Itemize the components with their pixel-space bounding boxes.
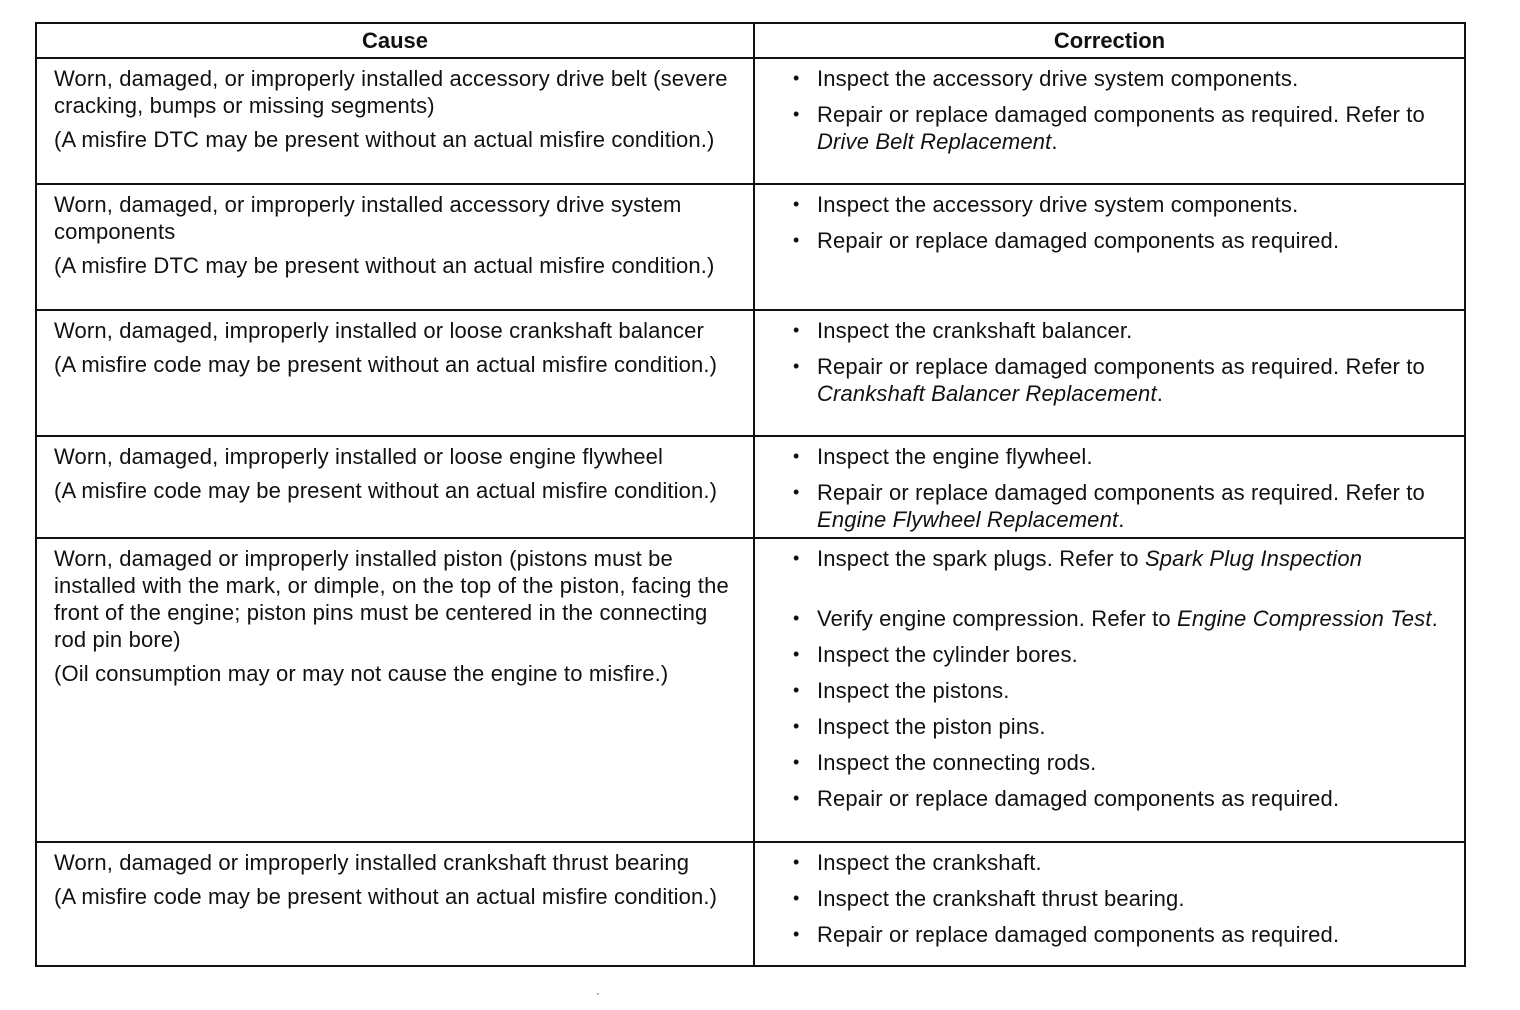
correction-cell xyxy=(754,436,1465,538)
cause-text: Worn, damaged or improperly installed piston (pistons must be installed with the mark, or dimple, on the top of the piston, facing the front of the engine; piston pins must be centered in the connecting rod pin bore) xyxy=(54,546,729,652)
correction-item xyxy=(793,785,1456,812)
cause-text: Worn, damaged, or improperly installed accessory drive system components xyxy=(54,192,682,244)
cause-note: (A misfire code may be present without an actual misfire condition.) xyxy=(54,478,718,503)
table-row xyxy=(36,184,1465,310)
correction-text: Inspect the crankshaft. xyxy=(817,850,1042,875)
bullet-icon: • xyxy=(793,104,800,124)
correction-text: Inspect the accessory drive system components. xyxy=(817,66,1299,91)
correction-cell xyxy=(754,310,1465,436)
cause-note: (A misfire code may be present without an actual misfire condition.) xyxy=(54,884,718,909)
procedure-reference: Drive Belt Replacement xyxy=(817,129,1052,154)
cause-cell xyxy=(36,436,754,538)
bullet-icon: • xyxy=(793,68,800,88)
table-body xyxy=(36,58,1465,966)
cause-note: (A misfire DTC may be present without an actual misfire condition.) xyxy=(54,253,715,278)
correction-item xyxy=(793,191,1456,218)
correction-item xyxy=(793,545,1456,572)
correction-text: Inspect the accessory drive system components. xyxy=(817,192,1299,217)
bullet-icon: • xyxy=(793,230,800,250)
cause-cell xyxy=(36,842,754,966)
bullet-icon: • xyxy=(793,644,800,664)
correction-list xyxy=(793,317,1456,407)
cause-cell xyxy=(36,310,754,436)
header-row xyxy=(36,23,1465,58)
table-row xyxy=(36,842,1465,966)
bullet-icon: • xyxy=(793,752,800,772)
cause-note: (Oil consumption may or may not cause the engine to misfire.) xyxy=(54,661,669,686)
correction-list xyxy=(793,65,1456,155)
correction-cell xyxy=(754,58,1465,184)
correction-item xyxy=(793,641,1456,668)
procedure-reference: Engine Flywheel Replacement xyxy=(817,507,1119,532)
diagnosis-table xyxy=(35,22,1466,967)
bullet-icon: • xyxy=(793,446,800,466)
correction-text: Inspect the crankshaft thrust bearing. xyxy=(817,886,1185,911)
bullet-icon: • xyxy=(793,680,800,700)
correction-item xyxy=(793,227,1456,254)
correction-list xyxy=(793,191,1456,254)
cause-text: Worn, damaged or improperly installed crankshaft thrust bearing xyxy=(54,850,690,875)
correction-header: Correction xyxy=(754,23,1465,58)
cause-cell xyxy=(36,538,754,842)
cause-note: (A misfire code may be present without an actual misfire condition.) xyxy=(54,352,718,377)
correction-text: Verify engine compression. Refer to xyxy=(817,606,1178,631)
table-row xyxy=(36,310,1465,436)
cause-text: Worn, damaged, improperly installed or loose engine flywheel xyxy=(54,444,664,469)
correction-item xyxy=(793,353,1456,407)
bullet-icon: • xyxy=(793,888,800,908)
correction-item xyxy=(793,885,1456,912)
correction-text: Inspect the engine flywheel. xyxy=(817,444,1093,469)
correction-text: Repair or replace damaged components as required. Refer to xyxy=(817,480,1425,505)
correction-text: Inspect the pistons. xyxy=(817,678,1010,703)
correction-text: Repair or replace damaged components as required. xyxy=(817,228,1340,253)
reference-suffix: . xyxy=(1156,381,1163,406)
correction-item xyxy=(793,849,1456,876)
correction-item xyxy=(793,443,1456,470)
reference-suffix: . xyxy=(1118,507,1125,532)
correction-text: Inspect the crankshaft balancer. xyxy=(817,318,1133,343)
bullet-icon: • xyxy=(793,548,800,568)
correction-item xyxy=(793,317,1456,344)
bullet-icon: • xyxy=(793,608,800,628)
correction-cell xyxy=(754,538,1465,842)
bullet-icon: • xyxy=(793,788,800,808)
cause-cell xyxy=(36,58,754,184)
procedure-reference: Crankshaft Balancer Replacement xyxy=(817,381,1157,406)
procedure-reference: Engine Compression Test xyxy=(1177,606,1432,631)
cause-text: Worn, damaged, or improperly installed accessory drive belt (severe cracking, bumps or missing segments) xyxy=(54,66,728,118)
correction-item xyxy=(793,921,1456,948)
cause-note: (A misfire DTC may be present without an actual misfire condition.) xyxy=(54,127,715,152)
correction-item xyxy=(793,479,1456,533)
table-row xyxy=(36,538,1465,842)
correction-text: Repair or replace damaged components as required. Refer to xyxy=(817,102,1425,127)
reference-suffix: . xyxy=(1431,606,1438,631)
correction-cell xyxy=(754,184,1465,310)
scan-speck xyxy=(597,993,599,995)
correction-item xyxy=(793,65,1456,92)
correction-item xyxy=(793,605,1456,632)
bullet-icon: • xyxy=(793,716,800,736)
bullet-icon: • xyxy=(793,852,800,872)
correction-text: Repair or replace damaged components as required. xyxy=(817,786,1340,811)
procedure-reference: Spark Plug Inspection xyxy=(1144,546,1363,571)
table-row xyxy=(36,436,1465,538)
correction-list xyxy=(793,545,1456,812)
reference-suffix: . xyxy=(1051,129,1058,154)
correction-text: Repair or replace damaged components as required. Refer to xyxy=(817,354,1425,379)
correction-item xyxy=(793,101,1456,155)
correction-text: Inspect the piston pins. xyxy=(817,714,1046,739)
bullet-icon: • xyxy=(793,482,800,502)
bullet-icon: • xyxy=(793,194,800,214)
correction-item xyxy=(793,713,1456,740)
correction-text: Repair or replace damaged components as required. xyxy=(817,922,1340,947)
correction-list xyxy=(793,849,1456,948)
bullet-icon: • xyxy=(793,320,800,340)
correction-text: Inspect the connecting rods. xyxy=(817,750,1097,775)
correction-cell xyxy=(754,842,1465,966)
correction-text: Inspect the spark plugs. Refer to xyxy=(817,546,1145,571)
cause-header: Cause xyxy=(36,23,754,58)
bullet-icon: • xyxy=(793,356,800,376)
table-row xyxy=(36,58,1465,184)
correction-text: Inspect the cylinder bores. xyxy=(817,642,1078,667)
correction-item xyxy=(793,749,1456,776)
cause-text: Worn, damaged, improperly installed or loose crankshaft balancer xyxy=(54,318,704,343)
cause-cell xyxy=(36,184,754,310)
bullet-icon: • xyxy=(793,924,800,944)
correction-list xyxy=(793,443,1456,533)
correction-item xyxy=(793,677,1456,704)
